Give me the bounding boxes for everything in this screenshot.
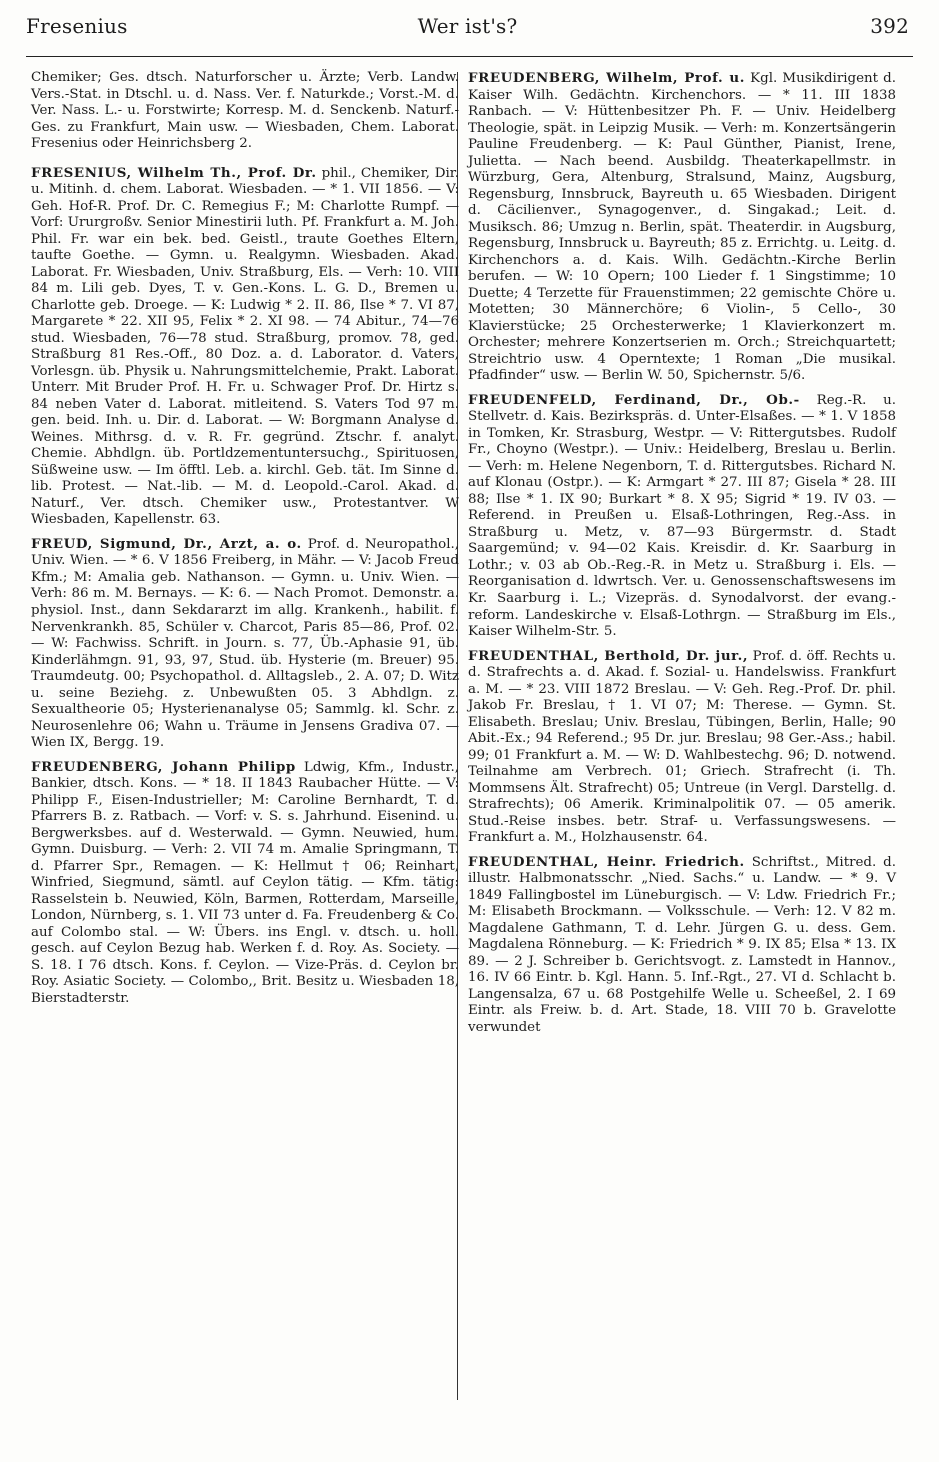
entry-name: FREUDENBERG, Wilhelm, Prof. u. <box>468 70 745 86</box>
entry-text: phil., Chemiker, Dir. u. Mitinh. d. chem. Laborat. Wiesbaden. — * 1. VII 1856. — V: Geh. Hof-R. Prof. Dr. C. Remegius F.; M: Charlotte Rumpf. — Vorf: Ururgroßv. Senior Minestirii luth. Pf. Frankfurt a. M. Joh. Phil. Fr. war ein bek. bed. Geistl., traute Goethes Eltern, taufte Goethe. — Gymn. u. Realgymn. Wiesbaden. Akad. Laborat. Fr. Wiesbaden, Univ. Straßburg, Els. — Verh: 10. VIII 84 m. Lili geb. Dyes, T. v. Gen.-Kons. L. G. D., Bremen u. Charlotte geb. Droege. — K: Ludwig * 2. II. 86, Ilse * 7. VI 87, Margarete * 22. XII 95, Felix * 2. XI 98. — 74 Abitur., 74—76 stud. Wiesbaden, 76—78 stud. Straßburg, promov. 78, ged. Straßburg 81 Res.-Off., 80 Doz. a. d. Laborator. d. Vaters, Vorlesgn. üb. Physik u. Nahrungsmittelchemie, Prakt. Laborat. Unterr. Mit Bruder Prof. H. Fr. u. Schwager Prof. Dr. Hirtz s. 84 neben Vater d. Laborat. mitleitend. S. Vaters Tod 97 m. gen. beid. Inh. u. Dir. d. Laborat. — W: Borgmann Analyse d. Weines. Mithrsg. d. v. R. Fr. gegründ. Ztschr. f. analyt. Chemie. Abhdlgn. üb. Portldzementuntersuchg., Spirituosen, Süßweine usw. — Im öfftl. Leb. a. kirchl. Geb. tät. Im Sinne d. lib. Protest. — Nat.-lib. — M. d. Leopold.-Carol. Akad. d. Naturf., Ver. dtsch. Chemiker usw., Protestantver. W Wiesbaden, Kapellenstr. 63. <box>31 165 459 528</box>
header-rule <box>26 56 913 57</box>
entry-freud-sigmund <box>31 536 459 752</box>
entry-fresenius-wilhelm <box>31 165 459 529</box>
page-number: 392 <box>870 14 909 38</box>
page-header <box>26 14 909 44</box>
entry-text: Chemiker; Ges. dtsch. Naturforscher u. Ärzte; Verb. Landw. Vers.-Stat. in Dtschl. u. d. Nass. Ver. f. Naturkde.; Vorst.-M. d. Ver. Nass. L.- u. Forstwirte; Korresp. M. d. Senckenb. Naturf.-Ges. zu Frankfurt, Main usw. — Wiesbaden, Chem. Laborat. Fresenius oder Heinrichsberg 2. <box>31 70 459 152</box>
entry-text: Reg.-R. u. Stellvetr. d. Kais. Bezirkspräs. d. Unter-Elsaßes. — * 1. V 1858 in Tomken, Kr. Strasburg, Westpr. — V: Rittergutsbes. Rudolf Fr., Choyno (Westpr.). — Univ.: Heidelberg, Breslau u. Berlin. — Verh: m. Helene Negenborn, T. d. Rittergutsbes. Richard N. auf Klonau (Ostpr.). — K: Armgart * 27. III 87; Gisela * 28. III 88; Ilse * 1. IX 90; Burkart * 8. X 95; Sigrid * 19. IV 03. — Referend. in Preußen u. Elsaß-Lothringen, Reg.-Ass. in Straßburg u. Metz, v. 87—93 Bürgermstr. d. Stadt Saargemünd; v. 94—02 Kais. Kreisdir. d. Kr. Saarburg in Lothr.; v. 03 ab Ob.-Reg.-R. in Metz u. Straßburg i. Els. — Reorganisation d. ldwrtsch. Ver. u. Genossenschaftswesens im Kr. Saarburg i. L.; Vizepräs. d. Synodalvorst. der evang.-reform. Landeskirche v. Elsaß-Lothrgn. — Straßburg im Els., Kaiser Wilhelm-Str. 5. <box>468 392 896 640</box>
entry-text: Ldwig, Kfm., Industr., Bankier, dtsch. Kons. — * 18. II 1843 Raubacher Hütte. — V: Philipp F., Eisen-Industrieller; M: Caroline Bernhardt, T. d. Pfarrers B. z. Ratbach. — Vorf: v. S. s. Jahrhund. Eisenind. u. Bergwerksbes. auf d. Westerwald. — Gymn. Neuwied, hum. Gymn. Duisburg. — Verh: 2. VII 74 m. Amalie Springmann, T. d. Pfarrer Spr., Remagen. — K: Hellmut † 06; Reinhart, Winfried, Siegmund, sämtl. auf Ceylon tätig. — Kfm. tätig: Rasselstein b. Neuwied, Köln, Barmen, Rotterdam, Marseille, London, Nürnberg, s. 1. VII 73 unter d. Fa. Freudenberg & Co. auf Colombo stal. — W: Übers. ins Engl. v. dtsch. u. holl. gesch. auf Ceylon Bezug hab. Werken f. d. Roy. As. Society. — S. 18. I 76 dtsch. Kons. f. Ceylon. — Vize-Präs. d. Ceylon br. Roy. Asiatic Society. — Colombo,, Brit. Besitz u. Wiesbaden 18, Bierstadterstr. <box>31 759 459 1006</box>
running-head-name: Fresenius <box>26 14 128 38</box>
entry-text: Prof. d. Neuropathol., Univ. Wien. — * 6. V 1856 Freiberg, in Mähr. — V: Jacob Freud Kfm.; M: Amalia geb. Nathanson. — Gymn. u. Univ. Wien. — Verh: 86 m. M. Bernays. — K: 6. — Nach Promot. Demonstr. a. physiol. Inst., dann Sekdararzt im allg. Krankenh., habilit. f. Nervenkrankh. 85, Schüler v. Charcot, Paris 85—86, Prof. 02. — W: Fachwiss. Schrift. in Journ. s. 77, Üb.-Aphasie 91, üb. Kinderlähmgn. 91, 93, 97, Stud. üb. Hysterie (m. Breuer) 95. Traumdeutg. 00; Psychopathol. d. Alltagsleb., 2. A. 07; D. Witz u. seine Beziehg. z. Unbewußten 05. 3 Abhdlgn. z. Sexualtheorie 05; Hysterienanalyse 05; Sammlg. kl. Schr. z. Neurosenlehre 06; Wahn u. Träume in Jensens Gradiva 07. — Wien IX, Bergg. 19. <box>31 536 459 751</box>
entry-name: FREUDENTHAL, Heinr. Friedrich. <box>468 853 745 870</box>
entry-freudenfeld-ferdinand <box>468 392 896 641</box>
entry-name: FREUDENFELD, Ferdinand, Dr., Ob.- <box>468 391 800 408</box>
left-column <box>31 70 459 1014</box>
entry-name: FREUD, Sigmund, Dr., Arzt, a. o. <box>31 535 302 552</box>
right-column <box>468 70 896 1043</box>
entry-text: Schriftst., Mitred. d. illustr. Halbmonatsschr. „Nied. Sachs.“ u. Landw. — * 9. V 1849 Fallingbostel im Lüneburgisch. — V: Ldw. Friedrich Fr.; M: Elisabeth Brockmann. — Volksschule. — Verh: 12. V 82 m. Magdalene Gathmann, T. d. Lehr. Jürgen G. u. dess. Gem. Magdalena Rönneburg. — K: Friedrich * 9. IX 85; Elsa * 13. IX 89. — 2 J. Schreiber b. Gerichtsvogt. z. Lamstedt in Hannov., 16. IV 66 Eintr. b. Kgl. Hann. 5. Inf.-Rgt., 27. VI d. Schlacht b. Langensalza, 67 u. 68 Postgehilfe Welle u. Scheeßel, 2. I 69 Eintr. als Freiw. b. d. Art. Stade, 18. VIII 70 b. Gravelotte verwundet <box>468 854 896 1035</box>
running-title: Wer ist's? <box>417 14 518 38</box>
entry-name: FRESENIUS, Wilhelm Th., Prof. Dr. <box>31 164 317 181</box>
entry-text: Kgl. Musikdirigent d. Kaiser Wilh. Gedächtn. Kirchenchors. — * 11. III 1838 Ranbach. — V: Hüttenbesitzer Ph. F. — Univ. Heidelberg Theologie, spät. in Leipzig Musik. — Verh: m. Konzertsängerin Pauline Freudenberg. — K: Paul Günther, Pianist, Irene, Julietta. — Nach beend. Ausbildg. Theaterkapellmstr. in Würzburg, Gera, Altenburg, Stralsund, Mainz, Augsburg, Regensburg, Innsbruck, Bayreuth u. 65 Wiesbaden. Dirigent d. Cäcilienver., Synagogenver., d. Singakad.; Leit. d. Musiksch. 86; Umzug n. Berlin, spät. Theaterdir. in Augsburg, Regensburg, Innsbruck u. Bayreuth; 85 z. Errichtg. u. Leitg. d. Kirchenchors a. d. Kais. Wilh. Gedächtn.-Kirche Berlin berufen. — W: 10 Opern; 100 Lieder f. 1 Singstimme; 10 Duette; 4 Terzette für Frauenstimmen; 22 gemischte Chöre u. Motetten; 30 Männerchöre; 6 Violin-, 5 Cello-, 30 Klavierstücke; 25 Orchesterwerke; 1 Klavierkonzert m. Orchester; mehrere Konzertserien m. Orch.; Streichquartett; Streichtrio usw. 4 Operntexte; 1 Roman „Die musikal. Pfadfinder“ usw. — Berlin W. 50, Spichernstr. 5/6. <box>468 71 896 384</box>
entry-continued <box>31 70 459 153</box>
entry-freudenthal-berthold <box>468 648 896 847</box>
entry-text: Prof. d. öff. Rechts u. d. Strafrechts a. d. Akad. f. Sozial- u. Handelswiss. Frankfurt a. M. — * 23. VIII 1872 Breslau. — V: Geh. Reg.-Prof. Dr. phil. Jakob Fr. Breslau, † 1. VI 07; M: Therese. — Gymn. St. Elisabeth. Breslau; Univ. Breslau, Tübingen, Berlin, Halle; 90 Abit.-Ex.; 94 Referend.; 95 Dr. jur. Breslau; 98 Ger.-Ass.; habil. 99; 01 Frankfurt a. M. — W: D. Wahlbestechg. 96; D. notwend. Teilnahme am Verbrech. 01; Griech. Strafrecht (i. Th. Mommsens Ält. Strafrecht) 05; Untreue (in Vergl. Darstellg. d. Strafrechts); 06 Amerik. Kriminalpolitik 07. — 05 amerik. Stud.-Reise insbes. betr. Straf- u. Verfassungswesens. — Frankfurt a. M., Holzhausenstr. 64. <box>468 648 897 846</box>
entry-name: FREUDENBERG, Johann Philipp <box>31 758 296 775</box>
entry-freudenberg-wilhelm <box>468 70 896 385</box>
entry-freudenthal-heinrich <box>468 854 896 1037</box>
entry-name: FREUDENTHAL, Berthold, Dr. jur., <box>468 647 749 664</box>
entry-freudenberg-johann <box>31 759 459 1008</box>
